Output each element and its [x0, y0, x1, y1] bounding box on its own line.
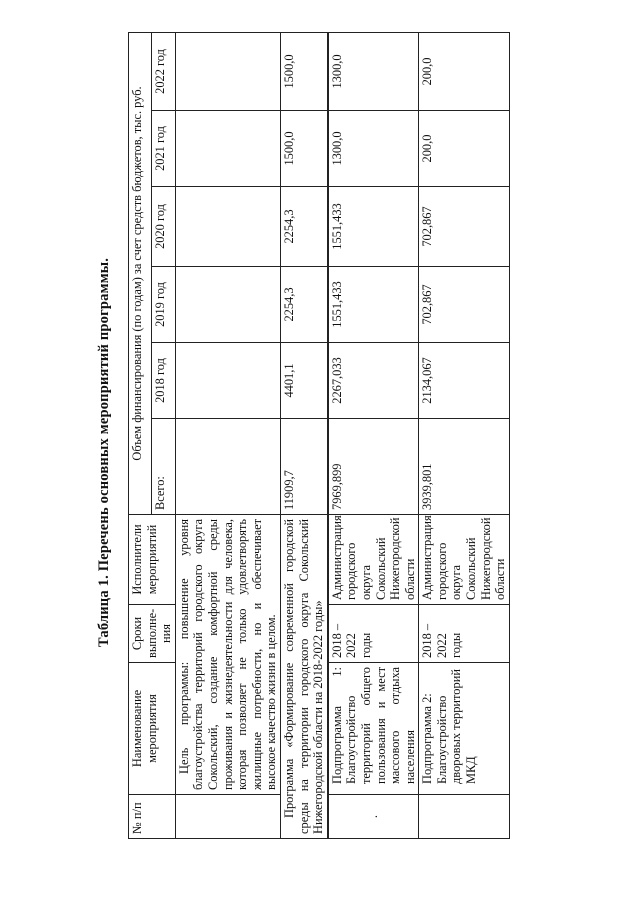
row-dates: 2018 – 2022 годы: [419, 605, 510, 663]
col-num-header: № п/п: [129, 795, 176, 839]
row-year-value: 702,867: [419, 187, 510, 267]
col-year-header: 2020 год: [152, 187, 175, 267]
program-year-value: 2254,3: [280, 267, 327, 343]
program-row: [280, 32, 327, 838]
row-year-value: 1551,433: [328, 267, 419, 343]
row-executor: Администрация городского округа Сокольский Нижегородской области: [419, 515, 510, 605]
row-dates: 2018 – 2022 годы: [328, 605, 419, 663]
row-year-value: 2267,033: [328, 343, 419, 419]
row-num: [419, 795, 510, 839]
goal-row: [175, 32, 280, 838]
row-total: 3939,801: [419, 419, 510, 515]
program-year-value: 4401,1: [280, 343, 327, 419]
subprogram-row: [328, 32, 419, 838]
table-caption: Таблица 1. Перечень основных мероприятий программы.: [96, 257, 112, 648]
subprogram-row: [419, 32, 510, 838]
col-total-header: Всего:: [152, 419, 175, 515]
col-year-header: 2018 год: [152, 343, 175, 419]
col-year-header: 2022 год: [152, 32, 175, 110]
col-year-header: 2019 год: [152, 267, 175, 343]
col-year-header: 2021 год: [152, 111, 175, 187]
program-text: Программа «Формирование современной городской среды на территории городского округа Сокольский Нижегородской области на 2018-2022 годы»: [280, 515, 327, 839]
row-total: 7969,899: [328, 419, 419, 515]
row-year-value: 200,0: [419, 32, 510, 110]
program-year-value: 1500,0: [280, 32, 327, 110]
program-total: 11909,7: [280, 419, 327, 515]
row-year-value: 2134,067: [419, 343, 510, 419]
row-year-value: 200,0: [419, 111, 510, 187]
row-year-value: 1551,433: [328, 187, 419, 267]
col-executors-header: Исполнители мероприятий: [129, 515, 176, 605]
col-dates-header: Сроки выполне-ния: [129, 605, 176, 663]
row-num: .: [328, 795, 419, 839]
row-year-value: 1300,0: [328, 111, 419, 187]
program-year-value: 1500,0: [280, 111, 327, 187]
row-name: Подпрограмма 2: Благоустройство дворовых территорий МКД: [419, 663, 510, 795]
row-year-value: 702,867: [419, 267, 510, 343]
measures-table: [128, 32, 510, 839]
program-year-value: 2254,3: [280, 187, 327, 267]
col-funding-header: Объем финансирования (по годам) за счет средств бюджетов, тыс. руб.: [129, 32, 152, 514]
row-year-value: 1300,0: [328, 32, 419, 110]
header-row: [129, 32, 152, 838]
row-executor: Администрация городского округа Сокольский Нижегородской области: [328, 515, 419, 605]
col-name-header: Наименование мероприятия: [129, 663, 176, 795]
row-name: Подпрограмма 1: Благоустройство территорий общего пользования и мест массового отдыха населения: [328, 663, 419, 795]
goal-text: Цель программы: повышение уровня благоустройства территорий городского округа Сокольский, создание комфортной среды проживания и жизнедеятельности для человека, которая позволяет не только удовлетворять жилищные потребности, но и обеспечивает высокое качество жизни в целом.: [175, 515, 280, 795]
